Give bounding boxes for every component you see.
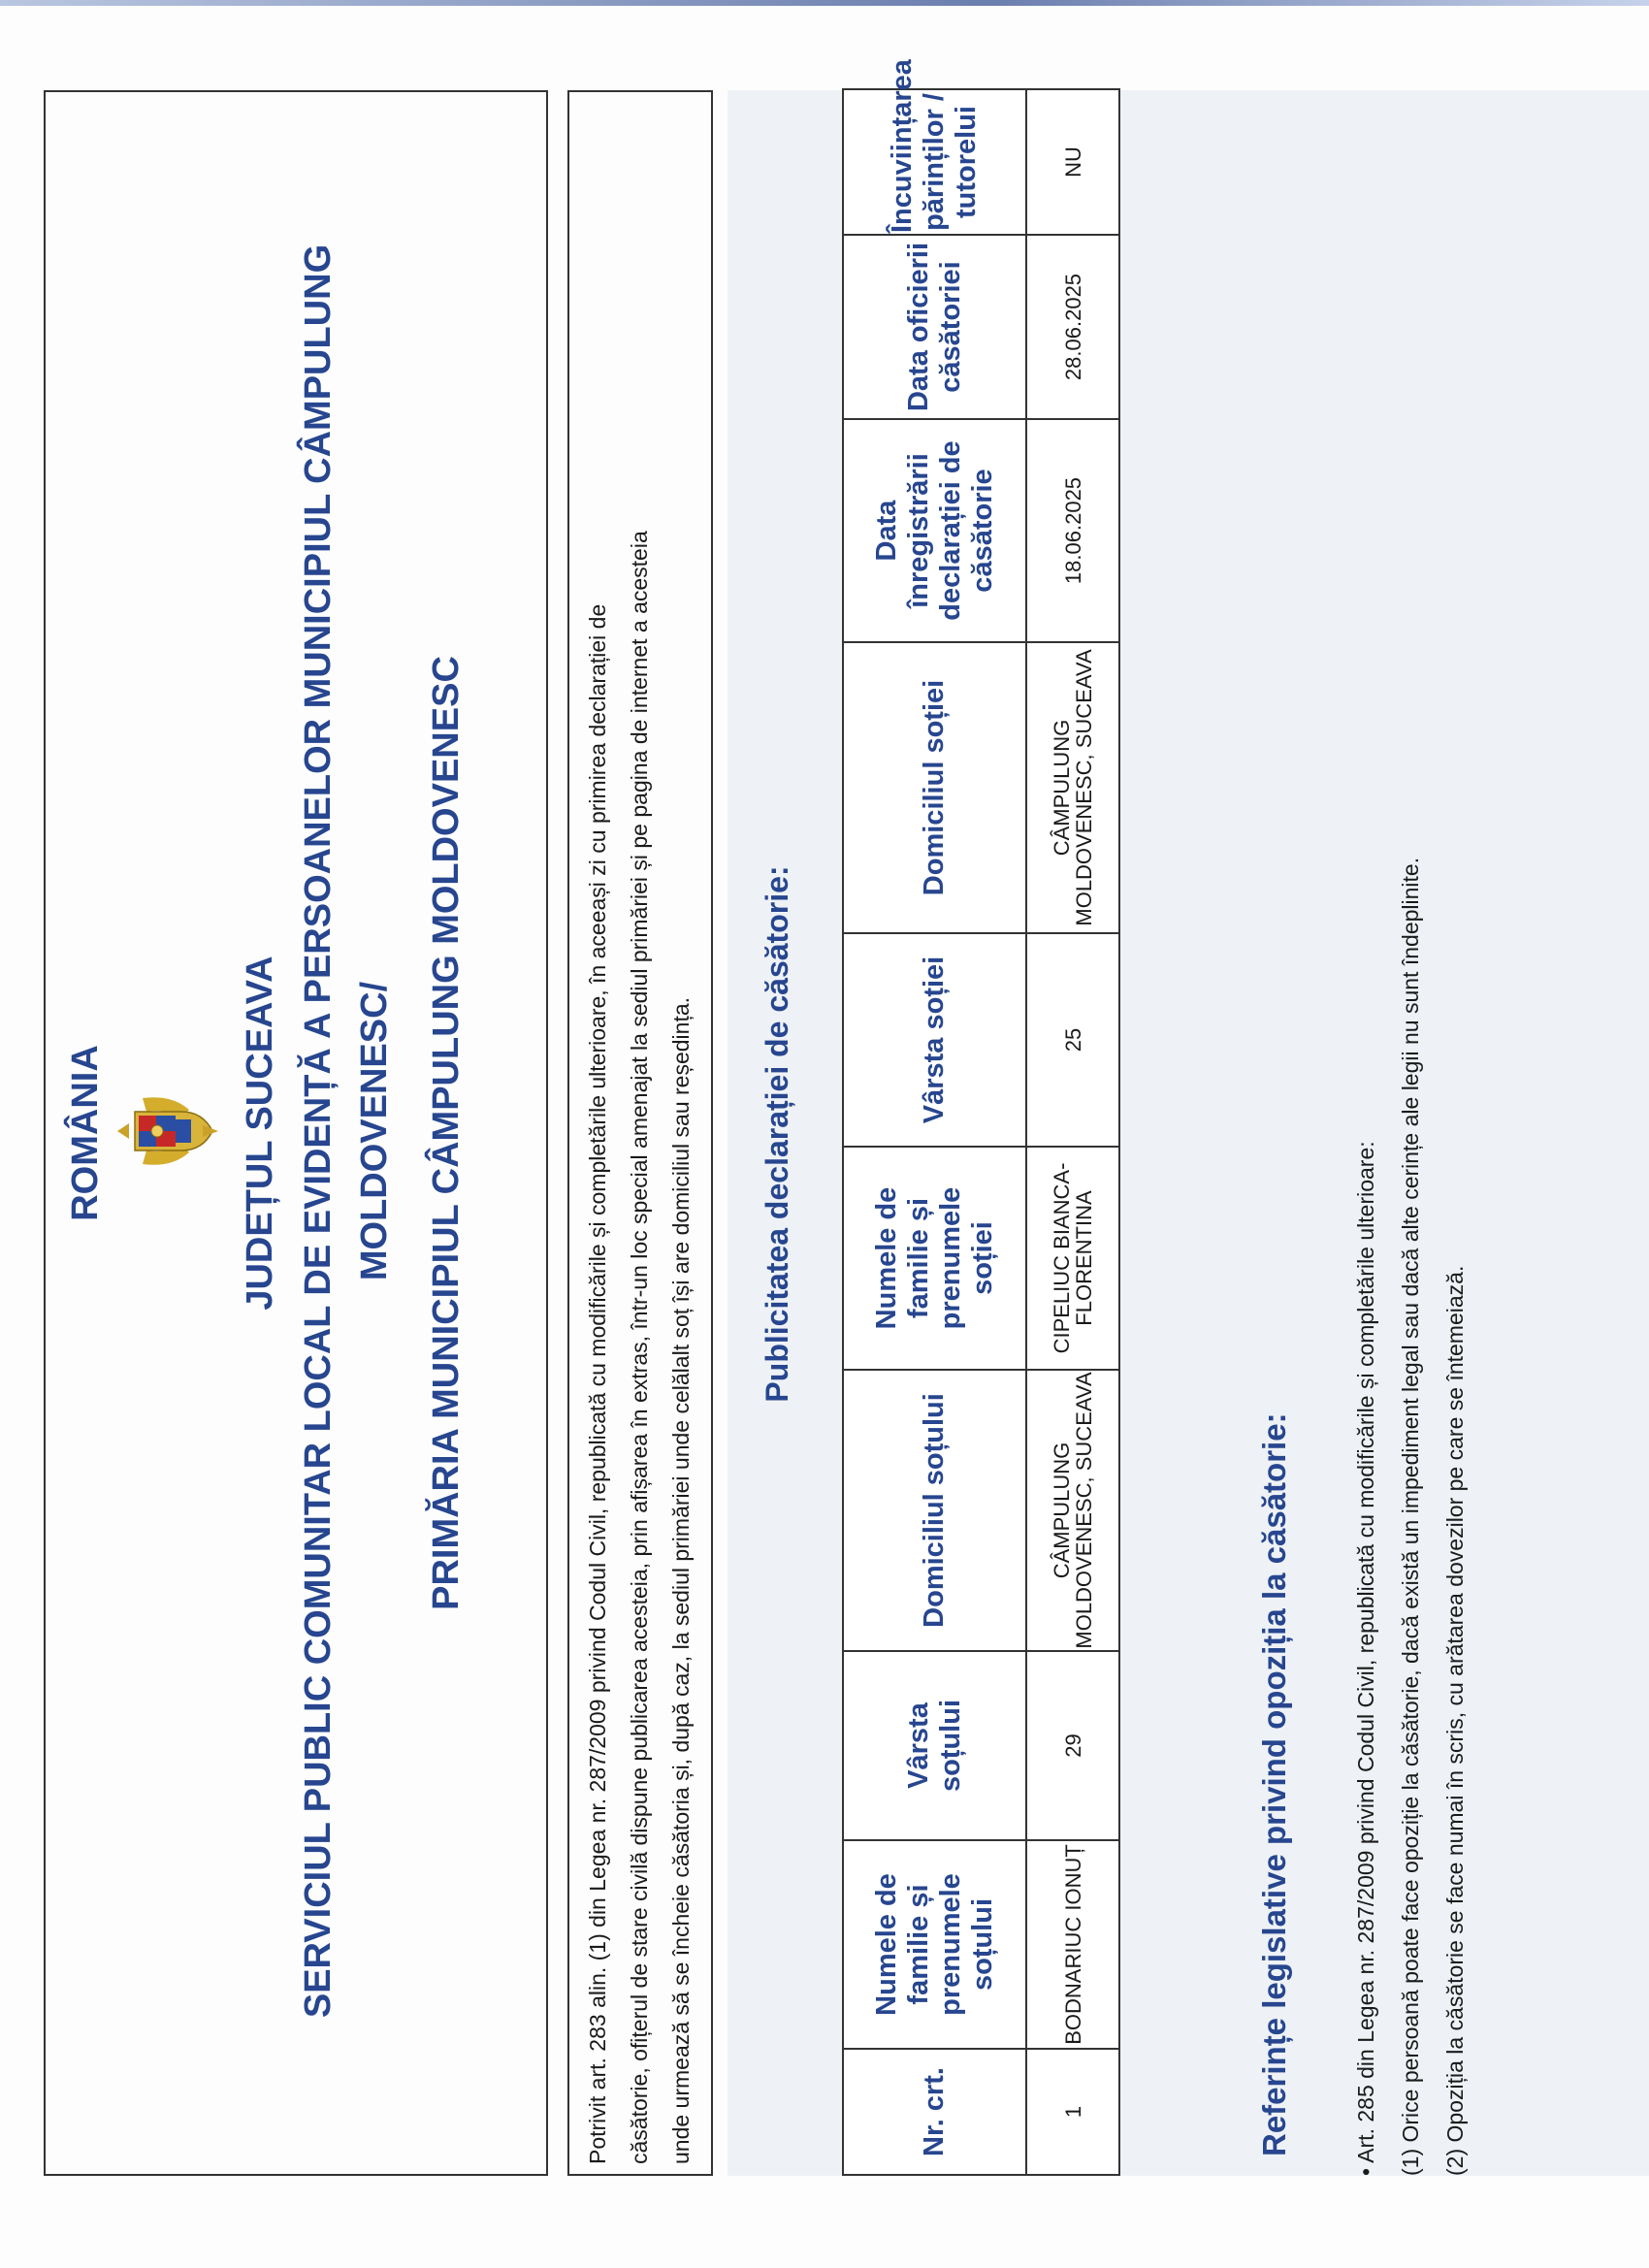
col-header-wife-domicile: Domiciliul soției — [843, 642, 1026, 933]
col-header-registration-date: Data înregistrării declarației de căsătorie — [843, 419, 1026, 642]
col-header-wife-name: Numele de familie și prenumele soției — [843, 1147, 1026, 1370]
cell-wife-age: 25 — [1026, 933, 1119, 1147]
header-box — [44, 90, 548, 2176]
references-paragraph-1: (1) Orice persoană poate face opoziție la căsătorie, dacă există un impediment legal sau dacă alte cerințe ale legii nu sunt îndeplinite. — [1398, 857, 1423, 2176]
cell-wife-name: CIPELIUC BIANCA-FLORENTINA — [1026, 1147, 1119, 1370]
publication-title: Publicitatea declarației de căsătorie: — [760, 865, 794, 1403]
references-paragraph-2: (2) Opoziția la căsătorie se face numai în scris, cu arătarea dovezilor pe care se întemeiază. — [1442, 1265, 1468, 2176]
cell-husband-domicile: CÂMPULUNG MOLDOVENESC, SUCEAVA — [1026, 1370, 1119, 1651]
intro-line-2: căsătorie, ofițerul de stare civilă dispune publicarea acesteia, prin afișarea în extras, într-un loc special amenajat la sediul primăriei și pe pagina de internet a acesteia — [627, 531, 652, 2164]
col-header-parental-consent: Încuviințarea părinților / tutorelui — [843, 89, 1026, 235]
col-header-ceremony-date: Data oficierii căsătoriei — [843, 235, 1026, 419]
cell-ceremony-date: 28.06.2025 — [1026, 235, 1119, 419]
references-title: Referințe legislative privind opoziția la căsătorie: — [1256, 1412, 1292, 2156]
intro-line-3: unde urmează să se încheie căsătoria și, după caz, la sediul primăriei unde celălalt soț își are domiciliul sau reședința. — [668, 996, 694, 2164]
col-header-wife-age: Vârsta soției — [843, 933, 1026, 1147]
service-title — [290, 127, 403, 2135]
intro-line-1: Potrivit art. 283 alin. (1) din Legea nr. 287/2009 privind Codul Civil, republicată cu modificările și completările ulterioare, în aceeași zi cu primirea declarației de — [585, 603, 610, 2164]
cell-wife-domicile: CÂMPULUNG MOLDOVENESC, SUCEAVA — [1026, 642, 1119, 933]
col-header-nr: Nr. crt. — [843, 2049, 1026, 2175]
romania-coat-of-arms-icon — [113, 1090, 220, 1172]
col-header-husband-name: Numele de familie și prenumele soțului — [843, 1840, 1026, 2049]
declaration-table — [842, 59, 1120, 2176]
townhall-title: PRIMĂRIA MUNICIPIUL CÂMPULUNG MOLDOVENESC — [426, 656, 467, 1610]
cell-husband-age: 29 — [1026, 1651, 1119, 1840]
county-title: JUDEȚUL SUCEAVA — [240, 956, 280, 1311]
references-bullet-text: Art. 285 din Legea nr. 287/2009 privind Codul Civil, republicată cu modificările și completările ulterioare: — [1353, 1141, 1378, 2163]
cell-nr: 1 — [1026, 2049, 1119, 2175]
bullet-icon: • — [1353, 2162, 1378, 2176]
table-row — [1026, 89, 1119, 2175]
references-text — [1343, 42, 1477, 2176]
country-title: ROMÂNIA — [65, 1045, 106, 1221]
col-header-husband-age: Vârsta soțului — [843, 1651, 1026, 1840]
references-bullet-line — [1343, 42, 1388, 2176]
service-title-line1: SERVICIUL PUBLIC COMUNITAR LOCAL DE EVIDENȚĂ A PERSOANELOR MUNICIPIUL CÂMPULUNG — [298, 243, 339, 2019]
cell-parental-consent: NU — [1026, 89, 1119, 235]
cell-registration-date: 18.06.2025 — [1026, 419, 1119, 642]
table-header-row — [843, 89, 1026, 2175]
cell-husband-name: BODNARIUC IONUȚ — [1026, 1840, 1119, 2049]
col-header-husband-domicile: Domiciliul soțului — [843, 1370, 1026, 1651]
service-title-line2: MOLDOVENESC/ — [354, 981, 395, 1281]
legal-intro-box — [567, 90, 713, 2176]
